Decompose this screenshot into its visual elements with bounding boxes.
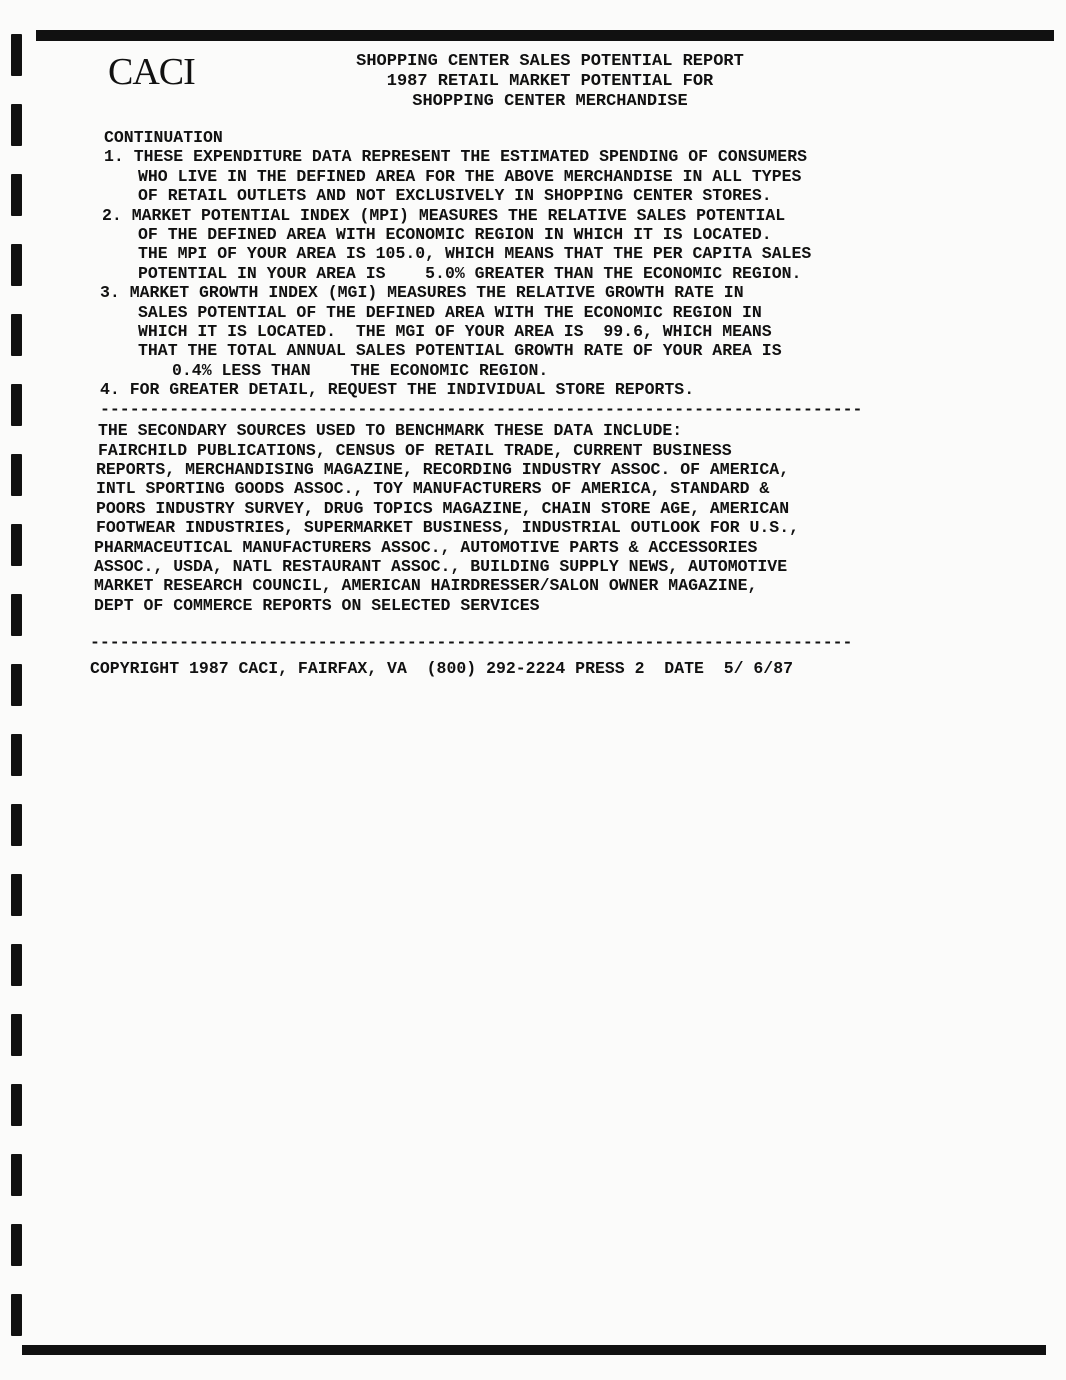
source-line: POORS INDUSTRY SURVEY, DRUG TOPICS MAGAZINE, CHAIN STORE AGE, AMERICAN <box>96 498 790 518</box>
note-line: 1. THESE EXPENDITURE DATA REPRESENT THE ESTIMATED SPENDING OF CONSUMERS <box>104 147 808 167</box>
note-item-4 <box>90 380 1010 399</box>
note-line: 4. FOR GREATER DETAIL, REQUEST THE INDIVIDUAL STORE REPORTS. <box>100 380 695 400</box>
note-line: THAT THE TOTAL ANNUAL SALES POTENTIAL GROWTH RATE OF YOUR AREA IS <box>138 341 782 361</box>
note-line: OF THE DEFINED AREA WITH ECONOMIC REGION IN WHICH IT IS LOCATED. <box>138 225 772 245</box>
report-body <box>90 128 1010 678</box>
copyright-line: COPYRIGHT 1987 CACI, FAIRFAX, VA (800) 292-2224 PRESS 2 DATE 5/ 6/87 <box>90 658 794 678</box>
source-line: PHARMACEUTICAL MANUFACTURERS ASSOC., AUTOMOTIVE PARTS & ACCESSORIES <box>94 537 758 557</box>
note-line: THE MPI OF YOUR AREA IS 105.0, WHICH MEANS THAT THE PER CAPITA SALES <box>138 244 812 264</box>
source-line: FAIRCHILD PUBLICATIONS, CENSUS OF RETAIL TRADE, CURRENT BUSINESS <box>98 440 732 460</box>
tractor-feed-holes <box>11 32 25 1362</box>
note-item-1 <box>90 147 1010 205</box>
top-border <box>36 30 1054 41</box>
title-line: SHOPPING CENTER MERCHANDISE <box>412 92 688 111</box>
report-title <box>290 52 810 112</box>
source-line: INTL SPORTING GOODS ASSOC., TOY MANUFACTURERS OF AMERICA, STANDARD & <box>96 479 770 499</box>
note-item-2 <box>90 206 1010 284</box>
source-line: MARKET RESEARCH COUNCIL, AMERICAN HAIRDRESSER/SALON OWNER MAGAZINE, <box>94 576 758 596</box>
note-line: 2. MARKET POTENTIAL INDEX (MPI) MEASURES THE RELATIVE SALES POTENTIAL <box>102 205 786 225</box>
source-line: DEPT OF COMMERCE REPORTS ON SELECTED SERVICES <box>94 595 540 615</box>
source-line: ASSOC., USDA, NATL RESTAURANT ASSOC., BUILDING SUPPLY NEWS, AUTOMOTIVE <box>94 556 788 576</box>
note-line: OF RETAIL OUTLETS AND NOT EXCLUSIVELY IN SHOPPING CENTER STORES. <box>138 186 772 206</box>
source-line: FOOTWEAR INDUSTRIES, SUPERMARKET BUSINESS, INDUSTRIAL OUTLOOK FOR U.S., <box>96 518 800 538</box>
note-line: SALES POTENTIAL OF THE DEFINED AREA WITH THE ECONOMIC REGION IN <box>138 302 762 322</box>
bottom-border <box>22 1345 1046 1355</box>
secondary-sources <box>90 421 1010 615</box>
note-line: WHO LIVE IN THE DEFINED AREA FOR THE ABOVE MERCHANDISE IN ALL TYPES <box>138 166 802 186</box>
caci-logo: CACI <box>108 51 195 93</box>
note-line: 0.4% LESS THAN THE ECONOMIC REGION. <box>172 360 549 380</box>
notes-heading: CONTINUATION <box>104 128 223 147</box>
note-item-3 <box>90 283 1010 380</box>
separator-line: ----------------------------------------------------------------------------- <box>100 399 863 419</box>
title-line: SHOPPING CENTER SALES POTENTIAL REPORT <box>356 52 744 71</box>
note-line: 3. MARKET GROWTH INDEX (MGI) MEASURES THE RELATIVE GROWTH RATE IN <box>100 283 744 303</box>
title-line: 1987 RETAIL MARKET POTENTIAL FOR <box>386 72 714 91</box>
source-line: REPORTS, MERCHANDISING MAGAZINE, RECORDING INDUSTRY ASSOC. OF AMERICA, <box>96 459 790 479</box>
separator-line: ----------------------------------------------------------------------------- <box>90 633 853 653</box>
note-line: POTENTIAL IN YOUR AREA IS 5.0% GREATER THAN THE ECONOMIC REGION. <box>138 263 802 283</box>
source-line: THE SECONDARY SOURCES USED TO BENCHMARK THESE DATA INCLUDE: <box>98 421 683 441</box>
note-line: WHICH IT IS LOCATED. THE MGI OF YOUR AREA IS 99.6, WHICH MEANS <box>138 322 772 342</box>
